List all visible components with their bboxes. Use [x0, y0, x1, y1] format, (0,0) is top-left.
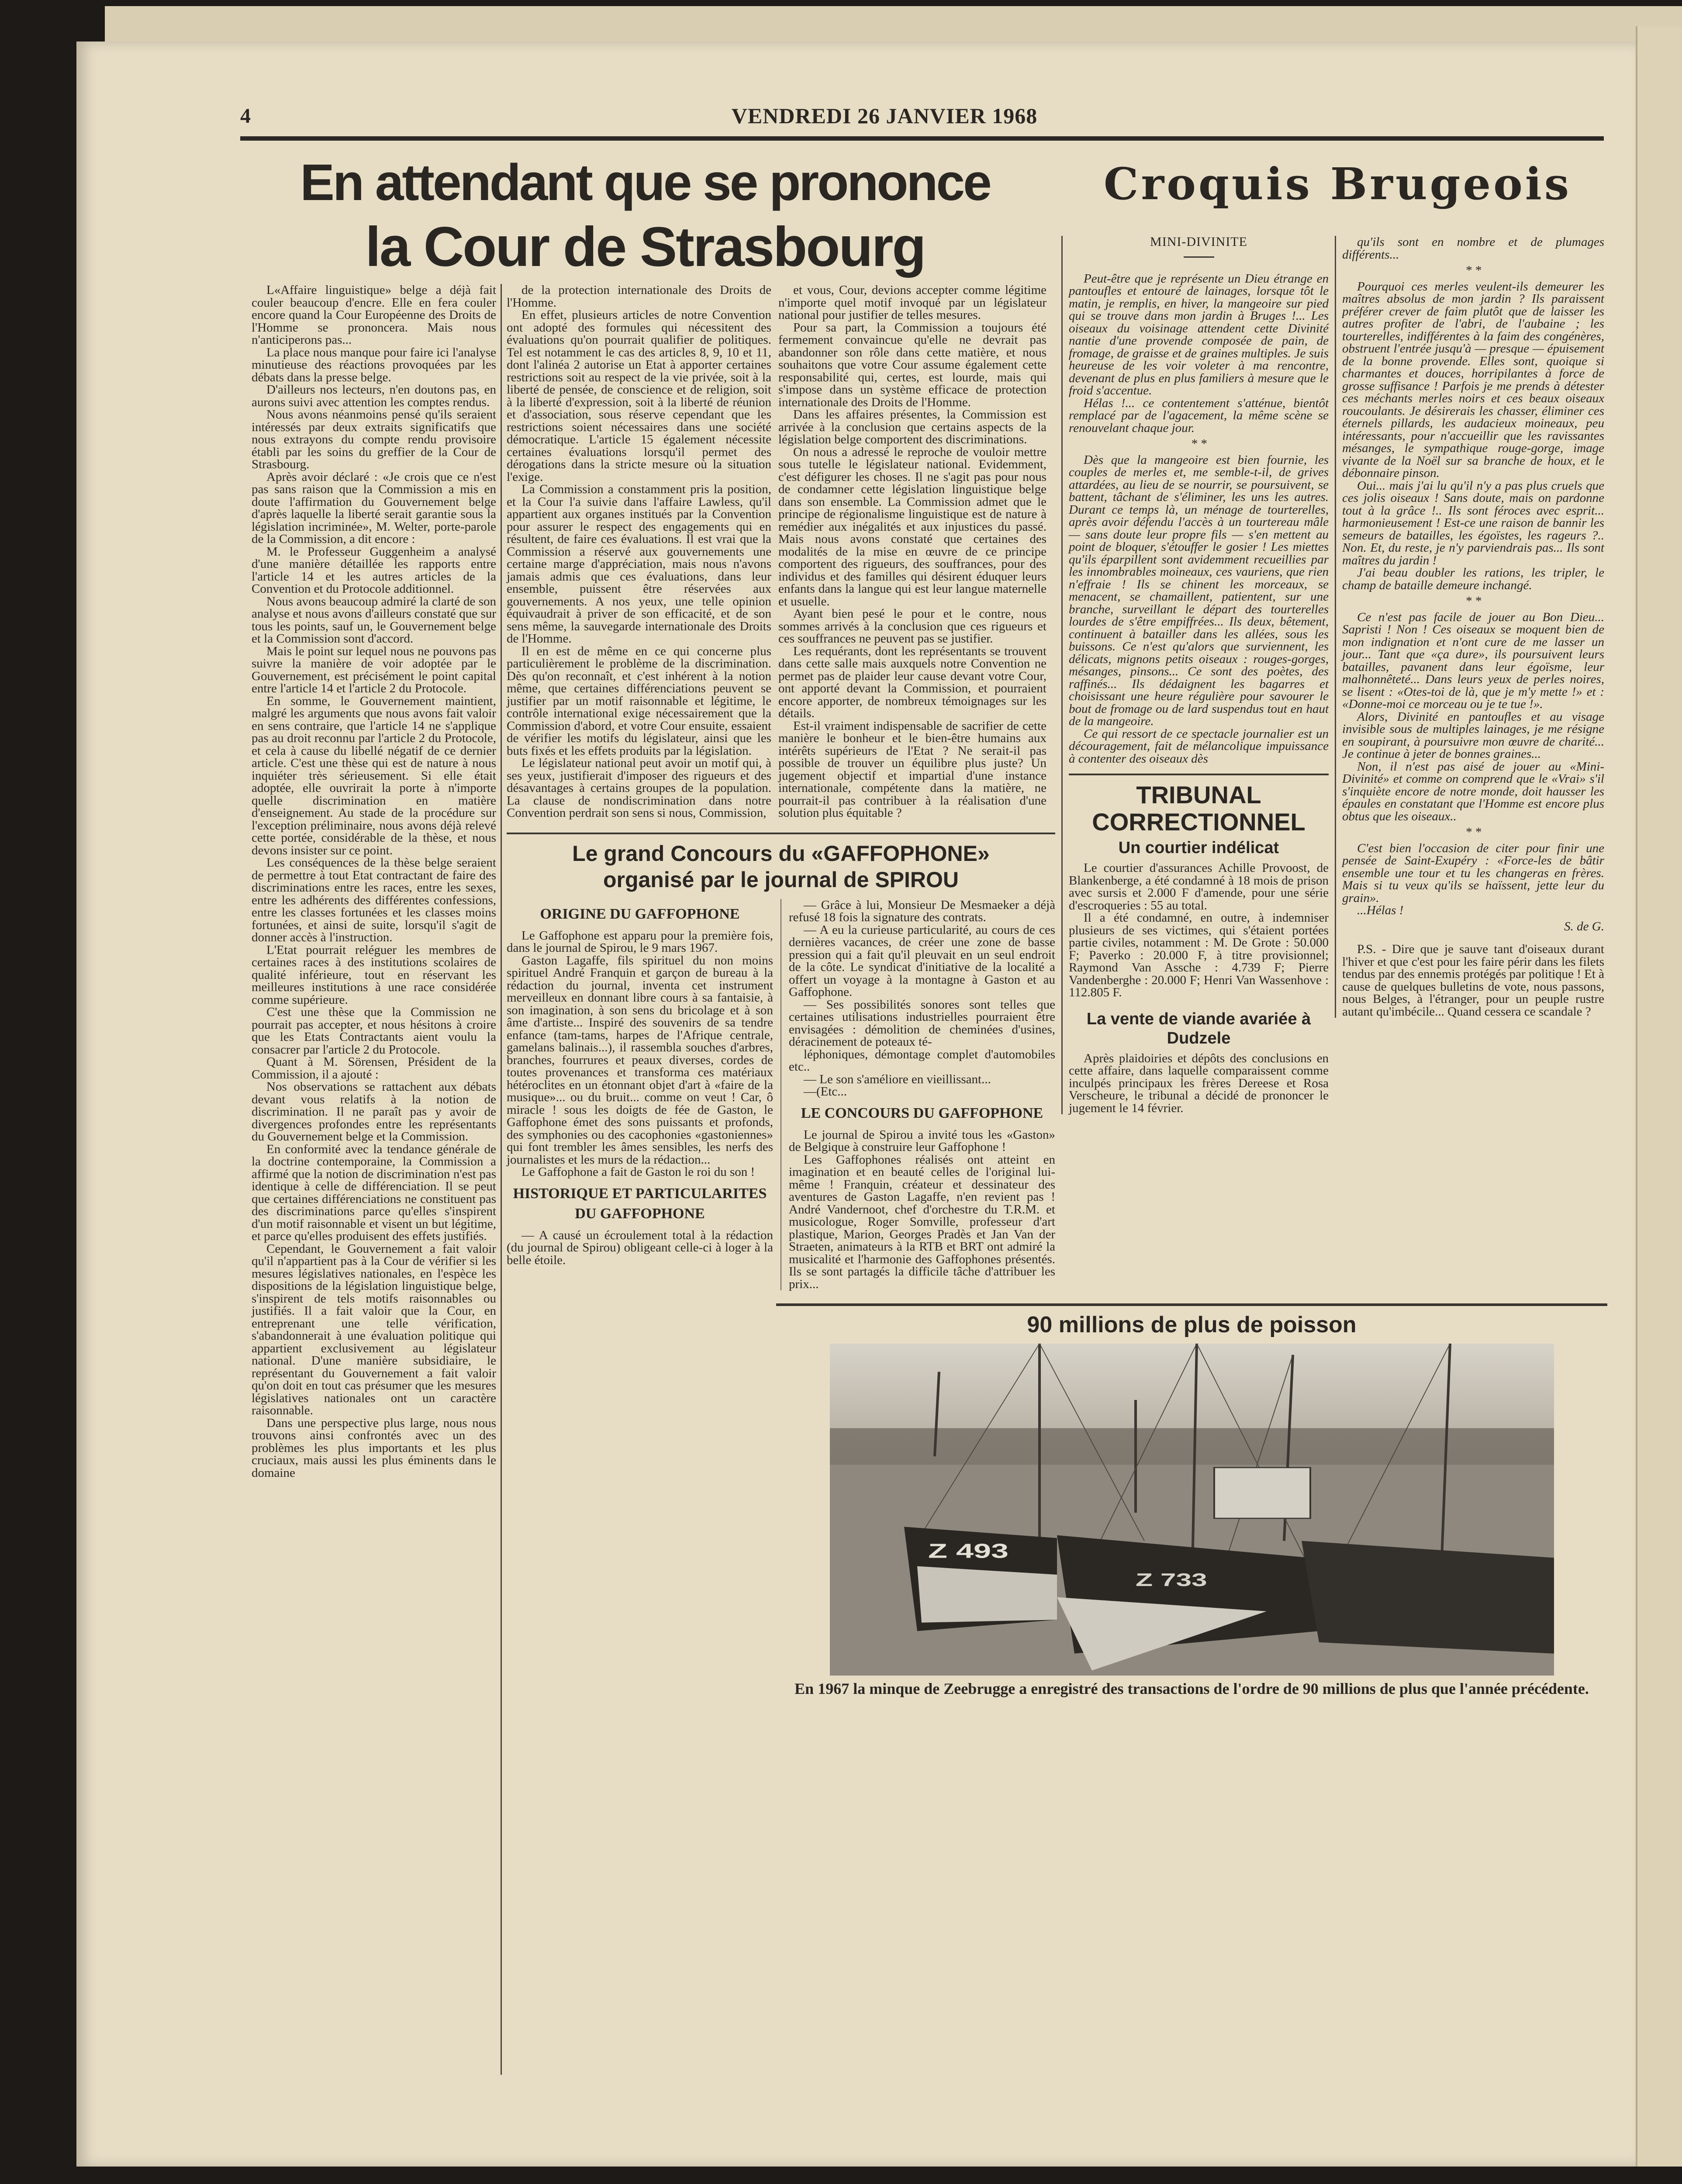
paragraph: Pourquoi ces merles veulent-ils demeurer les maîtres absolus de mon jardin ? Ils paraissent préférer crever de faim plutôt que de laisser les autres profiter de l'abri, de l'aubaine ; les tourterelles, indifférentes à la faim des congénères, obstruent l'entrée jusqu'à — presque — épuisement de la bonne provende. Elles sont, quoique si charmantes et douces, horripilantes à force de grosse suffisance ! Parfois je me prends à détester ces méchants merles noirs et ces beaux oiseaux roucoulants. Je désirerais les chasser, éliminer ces éternels pillards, les audacieux moineaux, peu intéressants, pour n'accueillir que les ravissantes mésanges, le sympathique rouge-gorge, image vivante de la Noël sur sa branche de houx, et le débonnaire pinson. — [1342, 279, 1604, 480]
paragraph: Mais le point sur lequel nous ne pouvons pas suivre la manière de voir adoptée par le Gouvernement, est précisément le point capital entre l'article 14 et l'article 2 du Protocole. — [252, 644, 496, 695]
article-continuation-block — [507, 236, 1055, 1290]
paragraph: Non, il n'est pas aisé de jouer au «Mini-Divinité» et comme on comprend que le «Vrai» s'il s'inquiète encore de notre monde, doit hausser les épaules en constatant que l'Homme est encore plus obtus que les oiseaux.. — [1342, 759, 1604, 823]
paragraph: M. le Professeur Guggenheim a analysé d'une manière détaillée les rapports entre l'article 14 et les autres articles de la Convention et du Protocole additionnel. — [252, 544, 496, 596]
article-column-1 — [252, 284, 496, 1479]
paragraph: Hélas !... ce contentement s'atténue, bientôt remplacé par de l'agacement, la même scène se renouvelant chaque jour. — [1069, 396, 1329, 435]
tribunal-section — [1069, 774, 1329, 1114]
croquis-kicker: MINI-DIVINITE — [1150, 235, 1247, 249]
story1-text — [1069, 862, 1329, 999]
origin-heading: ORIGINE DU GAFFOPHONE — [540, 905, 740, 922]
story2-heading: La vente de viande avariée à Dudzele — [1086, 1009, 1311, 1047]
paragraph: Peut-être que je représente un Dieu étrange en pantoufles et entouré de lainages, lorsque tôt le matin, je remplis, en hiver, la mangeoire sur pied qui se trouve dans mon jardin à Bruges !... Les oiseaux du voisinage attendent cette Divinité nantie d'une provende composée de pain, de fromage, de graisse et de graines multiples. Je suis heureuse de les voir voleter à ma rencontre, devenant de plus en plus familiers à mesure que le froid s'accentue. — [1069, 271, 1329, 397]
croquis-block — [1061, 236, 1604, 1114]
paragraph: Le Gaffophone est apparu pour la première fois, dans le journal de Spirou, le 9 mars 1967. — [507, 928, 773, 955]
section-stars: * * — [1191, 437, 1207, 451]
paragraph: C'est bien l'occasion de citer pour finir une pensée de Saint-Exupéry : «Force-les de bâtir ensemble une tour et tu les changeras en frères. Mais si tu veux qu'ils se haïssent, jette leur du grain». — [1342, 841, 1604, 905]
postscript — [1342, 943, 1604, 1018]
paragraph: En effet, plusieurs articles de notre Convention ont adopté des formules qui nécessitent des évaluations qu'on pourrait qualifier de politiques. Tel est notamment le cas des articles 8, 9, 10 et 11, dont l'alinéa 2 autorise un Etat à apporter certaines restrictions soit au respect de la vie privée, soit à la liberté de pensée, de conscience et de religion, soit à la liberté d'expression, soit à la liberté de réunion et d'association, sous réserve cependant que les restrictions soient nécessaires dans une société démocratique. L'article 15 également nécessite certaines évaluations lorsqu'il permet des dérogations dans la stricte mesure où la situation l'exige. — [507, 308, 771, 484]
paragraph: Ce qui ressort de ce spectacle journalier est un découragement, fait de mélancolique impuissance à contenter des oiseaux dès — [1069, 726, 1329, 766]
column-divider — [501, 284, 502, 2075]
paragraph: En conformité avec la tendance générale de la doctrine contemporaine, la Commission a affirmé que la notion de discrimination n'est pas identique à celle de différenciation. Il se peut que certaines différenciations ne constituent pas des discriminations parce qu'elles s'inspirent d'un motif raisonnable et visent un but légitime, et parce qu'elles produisent des effets justifiés. — [252, 1142, 496, 1243]
paragraph: C'est une thèse que la Commission ne pourrait pas accepter, et nous hésitons à croire que les Etats Contractants aient voulu la consacrer par l'article 2 du Protocole. — [252, 1005, 496, 1057]
paragraph: L«Affaire linguistique» belge a déjà fait couler beaucoup d'encre. Elle en fera couler encore quand la Cour Européenne des Droits de l'Homme se prononcera. Mais nous n'anticiperons pas... — [252, 283, 496, 347]
photo-story — [776, 1303, 1607, 1698]
spirou-box-body — [507, 899, 1055, 1291]
spirou-title-line1: Le grand Concours du «GAFFOPHONE» — [572, 841, 990, 866]
paragraph: Pour sa part, la Commission a toujours été fermement convaincue qu'elle ne devrait pas abandonner son rôle dans cette matière, et nous souhaitons que votre Cour assume également cette responsabilité qui, certes, est lourde, mais qui s'impose dans un système efficace de protection internationale des Droits de l'Homme. — [778, 320, 1047, 409]
page-number: 4 — [240, 104, 251, 128]
paragraph: Le courtier d'assurances Achille Provoost, de Blankenberge, a été condamné à 18 mois de prison avec sursis et 2.000 F d'amende, pour une série d'escroqueries : 55 au total. — [1069, 861, 1329, 912]
section-stars: * * — [1465, 594, 1482, 608]
paragraph: Après plaidoiries et dépôts des conclusions en cette affaire, dans laquelle comparaissent comme inculpés principaux les frères Dereese et Rosa Verscheure, le tribunal a décidé de prononcer le jugement le 14 février. — [1069, 1051, 1329, 1115]
section-stars: * * — [1465, 825, 1482, 839]
paragraph: — Le son s'améliore en vieillissant... — [804, 1072, 991, 1086]
paragraph: et vous, Cour, devions accepter comme légitime n'importe quel motif invoqué par un législateur national pour justifier de telles mesures. — [778, 283, 1047, 322]
paragraph: Dans une perspective plus large, nous nous trouvons ainsi confrontés avec un des problèmes les plus importants et les plus cruciaux, mais aussi les plus éminents dans le domaine — [252, 1416, 496, 1480]
history-text-continued — [789, 1048, 1055, 1098]
paragraph: Dès que la mangeoire est bien fournie, les couples de merles et, me semble-t-il, de grives attardées, au lieu de se nourrir, se poursuivent, se battent, tâchant de s'éliminer, les uns les autres. Durant ce temps là, un ménage de tourterelles, après avoir défendu l'accès à un tourtereau mâle — sans doute leur propre fils — s'en mettent au point de bloquer, s'étouffer le gosier ! Les miettes qu'ils éparpillent sont avidemment recueillies par les innombrables moineaux, ces vauriens, que rien n'effraie ! Ils se chinent les morceaux, se menacent, se chamaillent, patientent, sur une branche, surveillant le départ des tourterelles lourdes de s'être empiffrées... Ils deux, bêtement, continuent à batailler dans les allées, sous les buissons. Ce n'est qu'alors que surviennent, les délicats, mignons petits oiseaux : rouges-gorges, mésanges, pinsons... Ce sont des poètes, des raffinés... Ils dédaignent les bagarres et choisissant une heure régulière pour savourer le bout de fromage ou de lard suspendus tout en haut de la mangeoire. — [1069, 453, 1329, 728]
upper-content-row — [507, 236, 1607, 1290]
paragraph: — Grâce à lui, Monsieur De Mesmaeker a déjà refusé 18 fois la signature des contrats. — [789, 898, 1055, 924]
contest-heading: LE CONCOURS DU GAFFOPHONE — [801, 1105, 1043, 1121]
author-signature: S. de G. — [1564, 919, 1604, 933]
paragraph: Il en est de même en ce qui concerne plus particulièrement le problème de la discrimination. Dès qu'on reconnaît, et c'est inhérent à la notion même, que certaines différenciations peuvent se justifier par un motif raisonnable et légitime, le contrôle international exige nécessairement que la Commission d'abord, et votre Cour ensuite, essaient de vérifier les motifs du législateur, ainsi que les buts fixés et les effets produits par la législation. — [507, 644, 771, 758]
paragraph: Nos observations se rattachent aux débats devant vous relatifs à la notion de discrimination. Il ne paraît pas y avoir de divergences profondes entre les représentants du Gouvernement belge et la Commission. — [252, 1080, 496, 1144]
main-headline-line2: la Cour de Strasbourg — [365, 216, 925, 278]
croquis-brugeois-title: Croquis Brugeois — [1103, 158, 1572, 210]
paragraph: La Commission a constamment pris la position, et la Cour l'a suivie dans l'affaire Lawless, qu'il appartient aux organes institués par la Convention pour assurer le respect des engagements qui en résultent, de faire ces évaluations. Il est vrai que la Commission a réservé aux gouvernements une certaine marge d'appréciation, mais nous n'avons jamais admis que ces évaluations, dans leur ensemble, puissent être réservées aux gouvernements. A nos yeux, une telle opinion équivaudrait à priver de son efficacité, et de son sens même, la sauvegarde internationale des Droits de l'Homme. — [507, 482, 771, 646]
paragraph: Le législateur national peut avoir un motif qui, à ses yeux, justifierait d'imposer des rigueurs et des désavantages à certains groupes de la population. La clause de nondiscrimination dans notre Convention perdrait son sens si nous, Commission, — [507, 756, 771, 820]
boat-label-2: Z 733 — [1135, 1570, 1207, 1590]
paragraph: Oui... mais j'ai lu qu'il n'y a pas plus cruels que ces jolis oiseaux ! Sans doute, mais on pardonne tout à la grâce !.. Ils sont féroces avec esprit... harmonieusement ! Est-ce une raison de bannir les semeurs de batailles, les égoïstes, les rageurs ?.. Non. Et, du reste, je n'y parviendrais pas... Ils sont maîtres du jardin ! — [1342, 478, 1604, 567]
spirou-title-line2: organisé par le journal de SPIROU — [603, 867, 959, 892]
origin-text — [507, 930, 773, 1178]
paragraph: D'ailleurs nos lecteurs, n'en doutons pas, en aurons suivi avec attention les comptes rendus. — [252, 383, 496, 409]
spirou-contest-box — [507, 833, 1055, 1291]
spirou-box-title — [507, 840, 1055, 893]
photo-caption: En 1967 la minque de Zeebrugge a enregistré des transactions de l'ordre de 90 millions de plus que l'année précédente. — [794, 1680, 1589, 1697]
paragraph: La place nous manque pour faire ici l'analyse minutieuse des réactions provoquées par les débats dans la presse belge. — [252, 345, 496, 384]
paragraph: — Ses possibilités sonores sont telles que certaines utilisations industrielles pourraient être envisagées : démolition de cheminées d'usines, déracinement de poteaux té- — [789, 997, 1055, 1049]
article-column-2 — [507, 284, 771, 819]
paragraph: Nous avons beaucoup admiré la clarté de son analyse et nous avons d'ailleurs constaté que sur tous les points, sauf un, le Gouvernement belge et la Commission sont d'accord. — [252, 594, 496, 646]
paragraph: En somme, le Gouvernement maintient, malgré les arguments que nous avons fait valoir en sens contraire, que l'article 14 ne s'applique pas au droit reconnu par l'article 2 du Protocole, et cela à cause du libellé négatif de ce dernier article. C'est une thèse qui est de nature à nous inquiéter très sérieusement. Si elle était adoptée, elle ouvrirait la porte à n'importe quelle discrimination en matière d'enseignement. Au stade de la procédure sur l'exception préliminaire, nous avons déjà relevé cette portée, considérable de la thèse, et nous devons insister sur ce point. — [252, 694, 496, 857]
paragraph: Alors, Divinité en pantoufles et au visage invisible sous de multiples lainages, je me résigne en soupirant, à poursuivre mon œuvre de charité... Je continue à jeter de bonnes graines... — [1342, 709, 1604, 761]
history-heading: HISTORIQUE ET PARTICULARITES DU GAFFOPHONE — [513, 1185, 767, 1222]
paragraph: On nous a adressé le reproche de vouloir mettre sous tutelle le législateur national. Evidemment, c'est défigurer les choses. Il ne s'agit pas pour nous de condamner cette législation linguistique belge dans son ensemble. La Commission admet que le principe de régionalisme linguistique est de nature à remédier aux inégalités et aux injustices du passé. Mais nous avons constaté que certaines des modalités de la mise en œuvre de ce principe comportent des rigueurs, des souffrances, pour des individus et des familles qui désirent éduquer leurs enfants dans la langue qui est leur langue maternelle et usuelle. — [778, 445, 1047, 608]
paragraph: Est-il vraiment indispensable de sacrifier de cette manière le bonheur et le bien-être humains aux intérêts supérieurs de l'Etat ? Ne serait-il pas possible de trouver un équilibre plus juste? Un jugement objectif et impartial d'une instance internationale, compétente dans la matière, ne pourrait-il pas contribuer à la réalisation d'une solution plus équitable ? — [778, 719, 1047, 820]
contest-text — [789, 1129, 1055, 1291]
kicker-dash — [1184, 256, 1214, 258]
croquis-text-1 — [1069, 273, 1329, 765]
paragraph: qu'ils sont en nombre et de plumages différents... — [1342, 235, 1604, 262]
paragraph: Il a été condamné, en outre, à indemniser plusieurs de ses victimes, qui s'étaient portées partie civiles, notamment : M. De Grote : 50.000 F; Paverko : 20.000 F, à titre provisionnel; Raymond Van Assche : 4.739 F; Pierre Vandenberghe : 20.000 F; Henri Van Wassenhove : 112.805 F. — [1069, 911, 1329, 999]
story2-text — [1069, 1052, 1329, 1115]
postscript-text: P.S. - Dire que je sauve tant d'oiseaux durant l'hiver et que c'est pour les faire périr dans les filets tendus par des ennemis protégés par politique ! Et à cause de quelques bulletins de vote, nous passons, nous Belges, à l'étranger, pour un peuple rustre autant qu'imbécile... Quand cessera ce scandale ? — [1342, 942, 1604, 1019]
paragraph: ...Hélas ! — [1357, 903, 1404, 917]
paragraph: Les conséquences de la thèse belge seraient de permettre à tout Etat contractant de faire des discriminations entre les races, entre les sexes, entre les adhérents des différentes confessions, entre les classes fortunées et les classes moins fortunées, et ainsi de suite, lorsqu'il s'agit de donner accès à l'instruction. — [252, 856, 496, 944]
paragraph: Ce n'est pas facile de jouer au Bon Dieu... Sapristi ! Non ! Ces oiseaux se moquent bien de mon indignation et n'ont cure de me lasser un jour... Tant que «ça dure», ils poursuivent leurs batailles, pavanent dans leur égoïsme, leur malhonnêteté... Dans leurs yeux de perles noires, se lisent : «Otes-toi de là, que je m'y mette !» et : «Donne-moi ce morceau ou je te tue !». — [1342, 610, 1604, 711]
paragraph: Nous avons néanmoins pensé qu'ils seraient intéressés par deux extraits significatifs que nous extrayons du compte rendu provisoire établi par les soins du greffier de la Cour de Strasbourg. — [252, 408, 496, 471]
paragraph: Le Gaffophone a fait de Gaston le roi du son ! — [522, 1165, 755, 1179]
paragraph: léphoniques, démontage complet d'automobiles etc.. — [789, 1047, 1055, 1074]
paragraph: L'Etat pourrait reléguer les membres de certaines races à des institutions scolaires de qualité inférieure, tout en réservant les meilleures institutions à une race considérée comme supérieure. — [252, 943, 496, 1007]
paragraph: Le journal de Spirou a invité tous les «Gaston» de Belgique à construire leur Gaffophone ! — [789, 1127, 1055, 1154]
croquis-column-2 — [1335, 236, 1604, 1018]
paragraph: Dans les affaires présentes, la Commission est arrivée à la conclusion que certains aspects de la législation belge comportent des discriminations. — [778, 408, 1047, 446]
paragraph: Les requérants, dont les représentants se trouvent dans cette salle mais auxquels notre Convention ne permet pas de plaider leur cause devant votre Cour, ont apporté devant la Commission, et pourraient encore apporter, de nombreux témoignages sur les détails. — [778, 644, 1047, 720]
main-headline-line1: En attendant que se prononce — [300, 154, 990, 211]
issue-date: VENDREDI 26 JANVIER 1968 — [731, 104, 1038, 128]
croquis-column-1 — [1061, 236, 1329, 1114]
tribunal-title: TRIBUNAL CORRECTIONNEL — [1092, 781, 1306, 836]
content-wrapper — [507, 236, 1607, 1698]
paragraph: Après avoir déclaré : «Je crois que ce n'est pas sans raison que la Commission a mis en doute l'affirmation du Gouvernement belge d'après laquelle la liberté serait garantie sous la législation incriminée», M. Welter, porte-parole de la Commission, a dit encore : — [252, 470, 496, 546]
boat-label-1: Z 493 — [928, 1539, 1009, 1562]
paragraph: —(Etc... — [804, 1085, 847, 1099]
adjacent-page-edge — [1636, 26, 1682, 2167]
paragraph: de la protection internationale des Droits de l'Homme. — [507, 283, 771, 310]
article-column-3 — [778, 284, 1047, 819]
header-rule — [240, 136, 1604, 141]
article-columns-2-3 — [507, 284, 1055, 819]
croquis-text-2 — [1342, 236, 1604, 917]
paragraph: Cependant, le Gouvernement a fait valoir qu'il n'appartient pas à la Cour de vérifier si les mesures législatives nationales, en l'espèce les dispositions de la législation linguistique belge, s'inspirent de tels motifs raisonnables ou justifiés. Il a fait valoir que la Cour, en entreprenant une telle vérification, s'abandonnerait à une évaluation politique qui appartient exclusivement au législateur national. D'une manière subsidiaire, le représentant du Gouvernement a fait valoir qu'on doit en tout cas présumer que les mesures législatives nationales ont un caractère raisonnable. — [252, 1241, 496, 1417]
paragraph: J'ai beau doubler les rations, les tripler, le champ de bataille demeure inchangé. — [1342, 566, 1604, 592]
paragraph: Les Gaffophones réalisés ont atteint en imagination et en beauté celles de l'original lui-même ! Franquin, créateur et dessinateur des aventures de Gaston Lagaffe, n'en revient pas ! André Vandernoot, chef d'orchestre du T.R.M. et musicologue, Roger Somville, professeur d'art plastique, Marion, Georges Pradès et Jan Van der Straeten, animateurs à la RTB et BRT ont admiré la musicalité et l'harmonie des Gaffophones présentés. Ils se sont partagés la difficile tâche d'attribuer les prix... — [789, 1152, 1055, 1291]
fishing-boats-image — [830, 1344, 1554, 1676]
story1-heading: Un courtier indélicat — [1118, 839, 1279, 857]
section-stars: * * — [1465, 263, 1482, 277]
paragraph: Gaston Lagaffe, fils spirituel du non moins spirituel André Franquin et garçon de bureau à la rédaction du journal, inventa cet instrument merveilleux en donnant libre cours à sa fantaisie, à son imagination, à son sens du bricolage et à son âme d'artiste... Inspiré des souvenirs de sa tendre enfance (tam-tams, harpes de l'Afrique centrale, gamelans balinais...), il rassembla souches d'arbres, branches, fourrures et peaux diverses, cordes de toutes provenances et transforma ces matériaux hétéroclites en un étonnant objet d'art à «faire de la musique»... ou du bruit... comme on veut ! Car, ô miracle ! sous les doigts de fée de Gaston, le Gaffophone émet des sons puissants et profonds, des symphonies ou des cacophonies «gastoniennes» qui font trembler les âmes sensibles, les nerfs des journalistes et les murs de la rédaction... — [507, 953, 773, 1167]
photo-headline: 90 millions de plus de poisson — [1027, 1312, 1357, 1337]
paragraph: Quant à M. Sörensen, Président de la Commission, il a ajouté : — [252, 1055, 496, 1082]
paragraph: — A causé un écroulement total à la rédaction (du journal de Spirou) obligeant celle-ci à loger à la belle étoile. — [507, 1228, 773, 1267]
harbor-photo — [830, 1344, 1554, 1676]
paragraph: — A eu la curieuse particularité, au cours de ces dernières vacances, de créer une zone de basse pression qui a fait qu'il pleuvait en un seul endroit de la côte. Le syndicat d'initiative de la localité a offert un voyage à la montagne à Gaston et au Gaffophone. — [789, 923, 1055, 999]
paragraph: Ayant bien pesé le pour et le contre, nous sommes arrivés à la conclusion que ces rigueurs et ces souffrances ne peuvent pas se justifier. — [778, 607, 1047, 646]
